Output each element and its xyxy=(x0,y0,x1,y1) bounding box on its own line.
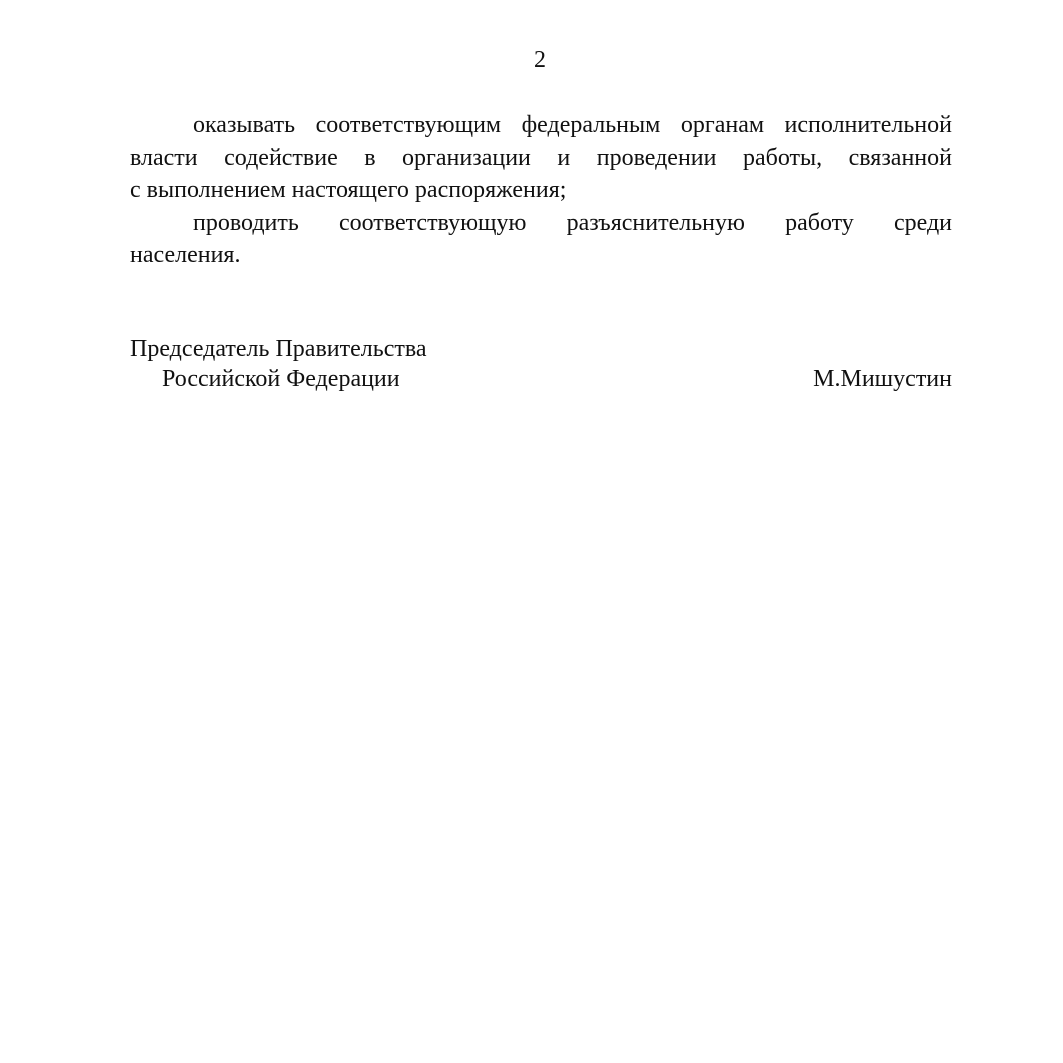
signatory-title-line-2: Российской Федерации xyxy=(162,366,400,392)
paragraph-line: с выполнением настоящего распоряжения; xyxy=(130,177,567,203)
paragraph-line: оказывать соответствующим федеральным органам исполнительной xyxy=(193,112,952,138)
paragraph xyxy=(130,109,952,207)
paragraph-line: власти содействие в организации и проведении работы, связанной xyxy=(130,144,952,171)
signature-row xyxy=(130,364,952,394)
document-body xyxy=(130,109,952,272)
paragraph-line: проводить соответствующую разъяснительную работу среди xyxy=(193,209,952,236)
signatory-title-line-1: Председатель Правительства xyxy=(130,336,427,362)
paragraph xyxy=(130,207,952,272)
signature-block xyxy=(130,334,952,394)
signatory-name: М.Мишустин xyxy=(813,366,952,392)
paragraph-line: населения. xyxy=(130,242,241,268)
page-number: 2 xyxy=(534,47,546,73)
